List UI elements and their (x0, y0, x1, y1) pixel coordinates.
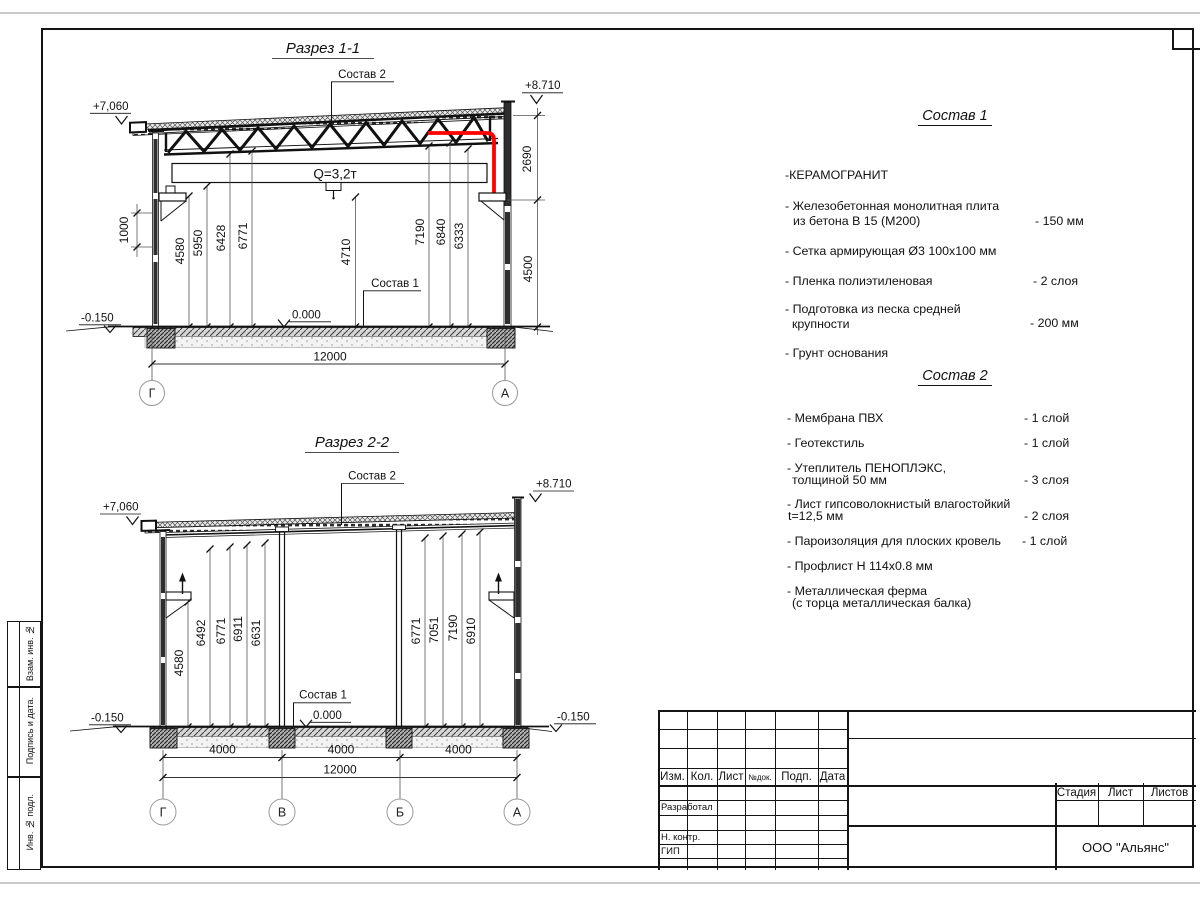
col-kol: Кол. (690, 771, 714, 783)
dim-4500: 4500 (521, 255, 535, 283)
axis2-v: В (277, 805, 287, 820)
dim2-4000b: 4000 (327, 742, 355, 757)
level-floor-right: -0.150 (557, 711, 590, 724)
list-item-value: - 2 слоя (1033, 274, 1079, 288)
page-top-edge (0, 12, 1200, 14)
sostav2-leader-2: Состав 2 (348, 470, 396, 483)
dim2-7190: 7190 (446, 614, 460, 642)
dim-6333: 6333 (452, 222, 466, 250)
leader-labels-2-2 (293, 471, 404, 728)
roof-2-2 (142, 513, 518, 538)
section-2-2 (70, 434, 596, 825)
col-list: Лист (718, 771, 744, 783)
section1-title: Разрез 1-1 (285, 40, 361, 57)
strip-cell-podpis: Подпись и дата. (25, 697, 35, 765)
company-name: ООО "Альянс" (1082, 840, 1169, 855)
list-item: - Сетка армирующая Ø3 100х100 мм (785, 244, 997, 258)
dim-4710: 4710 (339, 238, 353, 266)
level-top-2: +8.710 (536, 478, 572, 491)
dim-1000: 1000 (117, 216, 131, 244)
left-wall-1-1 (149, 131, 186, 330)
row-nkontr: Н. контр. (661, 831, 701, 843)
list-item-value: - 1 слой (1024, 436, 1070, 450)
sheet-header: Лист (1108, 787, 1133, 799)
sections-drawing (55, 35, 600, 850)
level-floor-left: -0.150 (91, 712, 124, 725)
crane-beam (172, 164, 487, 200)
sostav1-leader: Состав 1 (371, 278, 419, 290)
axes-2-2 (150, 743, 530, 826)
dim-6428: 6428 (214, 224, 228, 252)
list-item-value: - 2 слоя (1024, 509, 1070, 523)
list-item: t=12,5 мм (788, 509, 844, 523)
dim2-6911: 6911 (231, 616, 245, 642)
corner-stamp-box (1172, 30, 1200, 50)
list-item: (с торца металлическая балка) (792, 596, 972, 610)
dim-6771: 6771 (236, 222, 250, 250)
section2-title: Разрез 2-2 (314, 434, 390, 451)
axis-a: А (500, 386, 510, 401)
dim-4580: 4580 (173, 237, 187, 265)
sostav1-heading: Состав 1 (900, 108, 1010, 124)
level-floor: -0.150 (81, 312, 114, 325)
row-gip: ГИП (661, 845, 680, 857)
floor-2-2 (70, 727, 552, 749)
dim2-12000: 12000 (323, 762, 357, 777)
list-item: - Пароизоляция для плоских кровель (787, 534, 1001, 548)
list-item: - Утеплитель ПЕНОПЛЭКС, (787, 461, 947, 475)
dim2-4000a: 4000 (209, 742, 236, 757)
dim2-6631: 6631 (249, 619, 263, 647)
floor-1-1 (66, 327, 553, 349)
col-izm: Изм. (660, 771, 685, 783)
col-ndok: №док. (748, 772, 772, 782)
level-zero-2: 0.000 (313, 710, 342, 722)
sostav1-leader-2: Состав 1 (299, 689, 347, 702)
axis-g: Г (148, 386, 156, 401)
list-item-value: - 1 слой (1024, 411, 1070, 425)
crane-capacity-label: Q=3,2т (313, 166, 357, 182)
list-item: из бетона В 15 (М200) (793, 214, 921, 228)
list-item: -КЕРАМОГРАНИТ (785, 168, 889, 182)
section-1-1 (66, 40, 563, 406)
sostav2-heading: Состав 2 (900, 368, 1010, 384)
list-item-value: - 1 слой (1022, 534, 1068, 548)
dim2-6492: 6492 (194, 619, 208, 647)
col-podp: Подп. (781, 771, 812, 783)
list-item: толщиной 50 мм (792, 473, 887, 487)
dim2-6771l: 6771 (214, 617, 228, 645)
level-eave-2: +7,060 (103, 501, 139, 514)
list-item-value: - 150 мм (1035, 214, 1084, 228)
dim-12000: 12000 (313, 349, 347, 364)
list-item: - Грунт основания (785, 346, 889, 360)
page-bottom-edge (0, 882, 1200, 884)
dim2-4580: 4580 (172, 649, 186, 677)
dimensions-1-1 (117, 108, 545, 335)
axis2-g: Г (159, 805, 167, 820)
list-item: - Профлист Н 114х0.8 мм (787, 559, 933, 573)
dim2-6910: 6910 (464, 617, 478, 645)
list-item: - Пленка полиэтиленовая (785, 274, 933, 288)
list-item-value: - 3 слоя (1024, 473, 1070, 487)
row-razrabotal: Разработал (661, 802, 713, 813)
level-zero: 0.000 (292, 309, 321, 322)
sostav2-leader: Состав 2 (338, 69, 386, 81)
axis2-b: Б (395, 805, 405, 820)
dim-5950: 5950 (191, 229, 205, 257)
level-eave: +7,060 (93, 101, 129, 113)
list-item: - Подготовка из песка средней (785, 302, 961, 316)
dim2-7051: 7051 (427, 616, 441, 644)
list-item: - Железобетонная монолитная плита (785, 199, 1000, 213)
list-item: крупности (792, 317, 850, 331)
axis2-a: А (512, 805, 522, 820)
left-wall-2-2 (157, 530, 191, 730)
list-item: - Геотекстиль (787, 436, 865, 450)
list-item: - Мембрана ПВХ (787, 411, 884, 425)
dim-2690: 2690 (520, 145, 534, 173)
stage-header: Стадия (1056, 787, 1097, 799)
right-wall-2-2 (489, 498, 524, 731)
dim2-6771r: 6771 (409, 617, 423, 645)
dim-7190: 7190 (413, 218, 427, 246)
list-item: - Металлическая ферма (787, 584, 927, 598)
dim2-4000c: 4000 (445, 742, 472, 757)
list-item: - Лист гипсоволокнистый влагостойкий (787, 497, 1011, 511)
dimensions-2-2 (172, 529, 484, 738)
strip-cell-inv: Инв. № подл. (25, 793, 35, 851)
dim-6840: 6840 (434, 218, 448, 246)
sheets-header: Листов (1150, 787, 1189, 799)
col-data: Дата (819, 771, 846, 783)
list-item-value: - 200 мм (1030, 316, 1079, 330)
level-top: +8.710 (525, 80, 561, 92)
strip-cell-vzam: Взам. инв. № (25, 625, 35, 682)
leader-labels-1-1 (331, 69, 421, 327)
